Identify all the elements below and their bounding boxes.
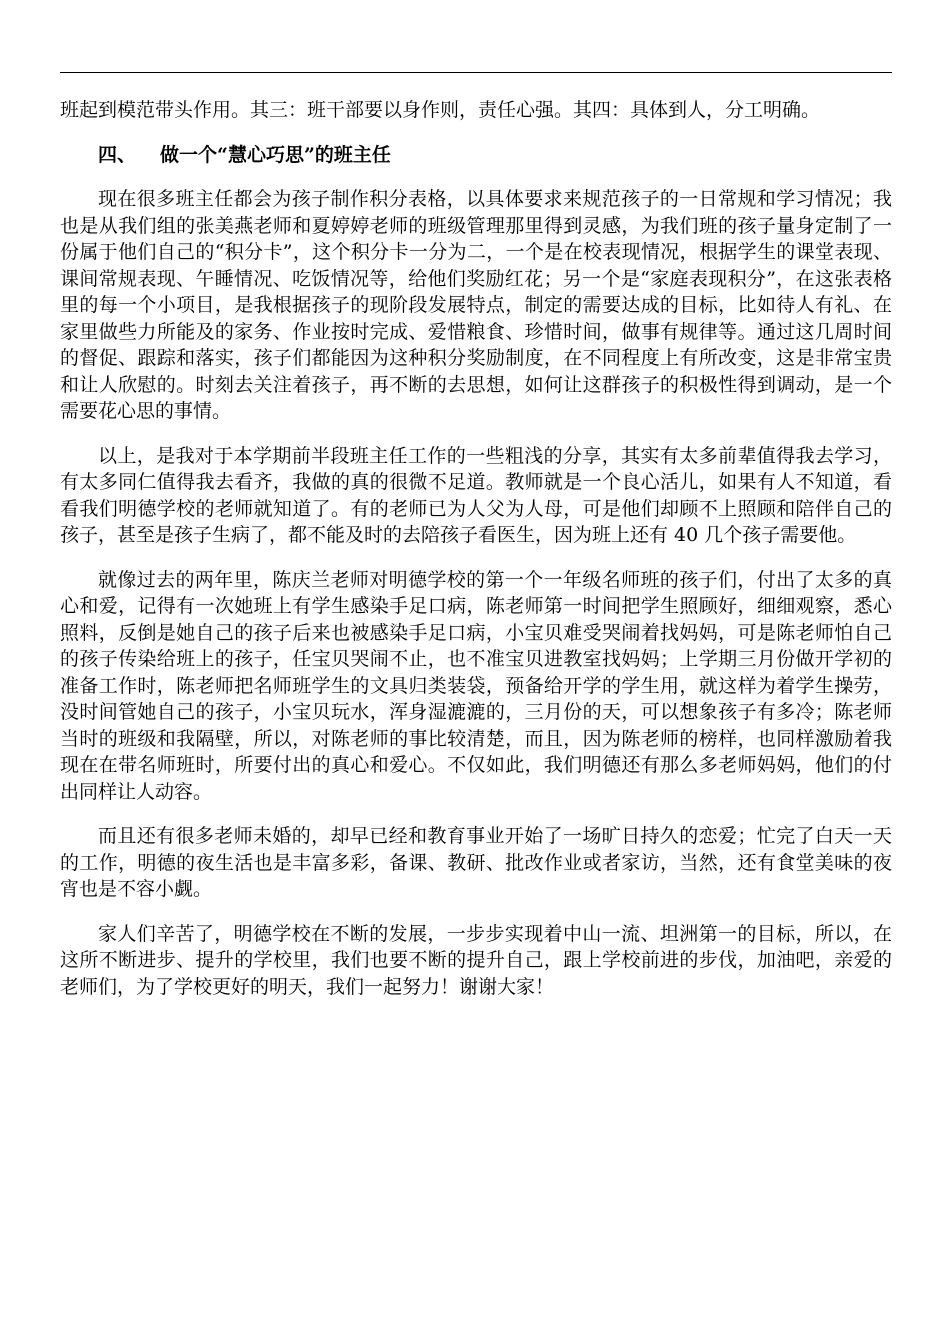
body-paragraph: 以上，是我对于本学期前半段班主任工作的一些粗浅的分享，其实有太多前辈值得我去学习，有太多同仁值得我去看齐，我做的真的很微不足道。教师就是一个良心活儿，如果有人不知道，看看我们明德学校的老师就知道了。有的老师已为人父为人母，可是他们却顾不上照顾和陪伴自己的孩子，甚至是孩子生病了，都不能及时的去陪孩子看医生，因为班上还有 40 几个孩子需要他。 <box>60 444 892 546</box>
body-paragraph: 就像过去的两年里，陈庆兰老师对明德学校的第一个一年级名师班的孩子们，付出了太多的真心和爱，记得有一次她班上有学生感染手足口病，陈老师第一时间把学生照顾好，细细观察，悉心照料，反倒是她自己的孩子后来也被感染手足口病，小宝贝难受哭闹着找妈妈，可是陈老师怕自己的孩子传染给班上的孩子，任宝贝哭闹不止，也不准宝贝进教室找妈妈；上学期三月份做开学初的准备工作时，陈老师把名师班学生的文具归类装袋，预备给开学的学生用，就这样为着学生操劳，没时间管她自己的孩子，小宝贝玩水，浑身湿漉漉的，三月份的天，可以想象孩子有多冷；陈老师当时的班级和我隔壁，所以，对陈老师的事比较清楚，而且，因为陈老师的榜样，也同样激励着我现在在带名师班时，所要付出的真心和爱心。不仅如此，我们明德还有那么多老师妈妈，他们的付出同样让人动容。 <box>60 568 892 803</box>
section-heading <box>60 142 892 169</box>
document-body <box>60 97 892 1000</box>
continuation-paragraph: 班起到模范带头作用。其三：班干部要以身作则，责任心强。其四：具体到人，分工明确。 <box>60 99 821 121</box>
body-paragraph: 现在很多班主任都会为孩子制作积分表格，以具体要求来规范孩子的一日常规和学习情况；我也是从我们组的张美燕老师和夏婷婷老师的班级管理那里得到灵感，为我们班的孩子量身定制了一份属于他们自己的“积分卡”，这个积分卡一分为二，一个是在校表现情况，根据学生的课堂表现、课间常规表现、午睡情况、吃饭情况等，给他们奖励红花；另一个是“家庭表现积分”，在这张表格里的每一个小项目，是我根据孩子的现阶段发展特点，制定的需要达成的目标，比如待人有礼、在家里做些力所能及的家务、作业按时完成、爱惜粮食、珍惜时间，做事有规律等。通过这几周时间的督促、跟踪和落实，孩子们都能因为这种积分奖励制度，在不同程度上有所改变，这是非常宝贵和让人欣慰的。时刻去关注着孩子，再不断的去思想，如何让这群孩子的积极性得到调动，是一个需要花心思的事情。 <box>60 188 892 422</box>
section-number: 四、 <box>98 143 137 166</box>
header-rule <box>60 72 892 73</box>
body-paragraph: 而且还有很多老师未婚的，却早已经和教育事业开始了一场旷日持久的恋爱；忙完了白天一天的工作，明德的夜生活也是丰富多彩，备课、教研、批改作业或者家访，当然，还有食堂美味的夜宵也是不容小觑。 <box>60 825 892 900</box>
section-title: 做一个“慧心巧思”的班主任 <box>160 143 391 166</box>
body-paragraph: 家人们辛苦了，明德学校在不断的发展，一步步实现着中山一流、坦洲第一的目标，所以，在这所不断进步、提升的学校里，我们也要不断的提升自己，跟上学校前进的步伐，加油吧，亲爱的老师们，为了学校更好的明天，我们一起努力！谢谢大家！ <box>60 922 892 998</box>
